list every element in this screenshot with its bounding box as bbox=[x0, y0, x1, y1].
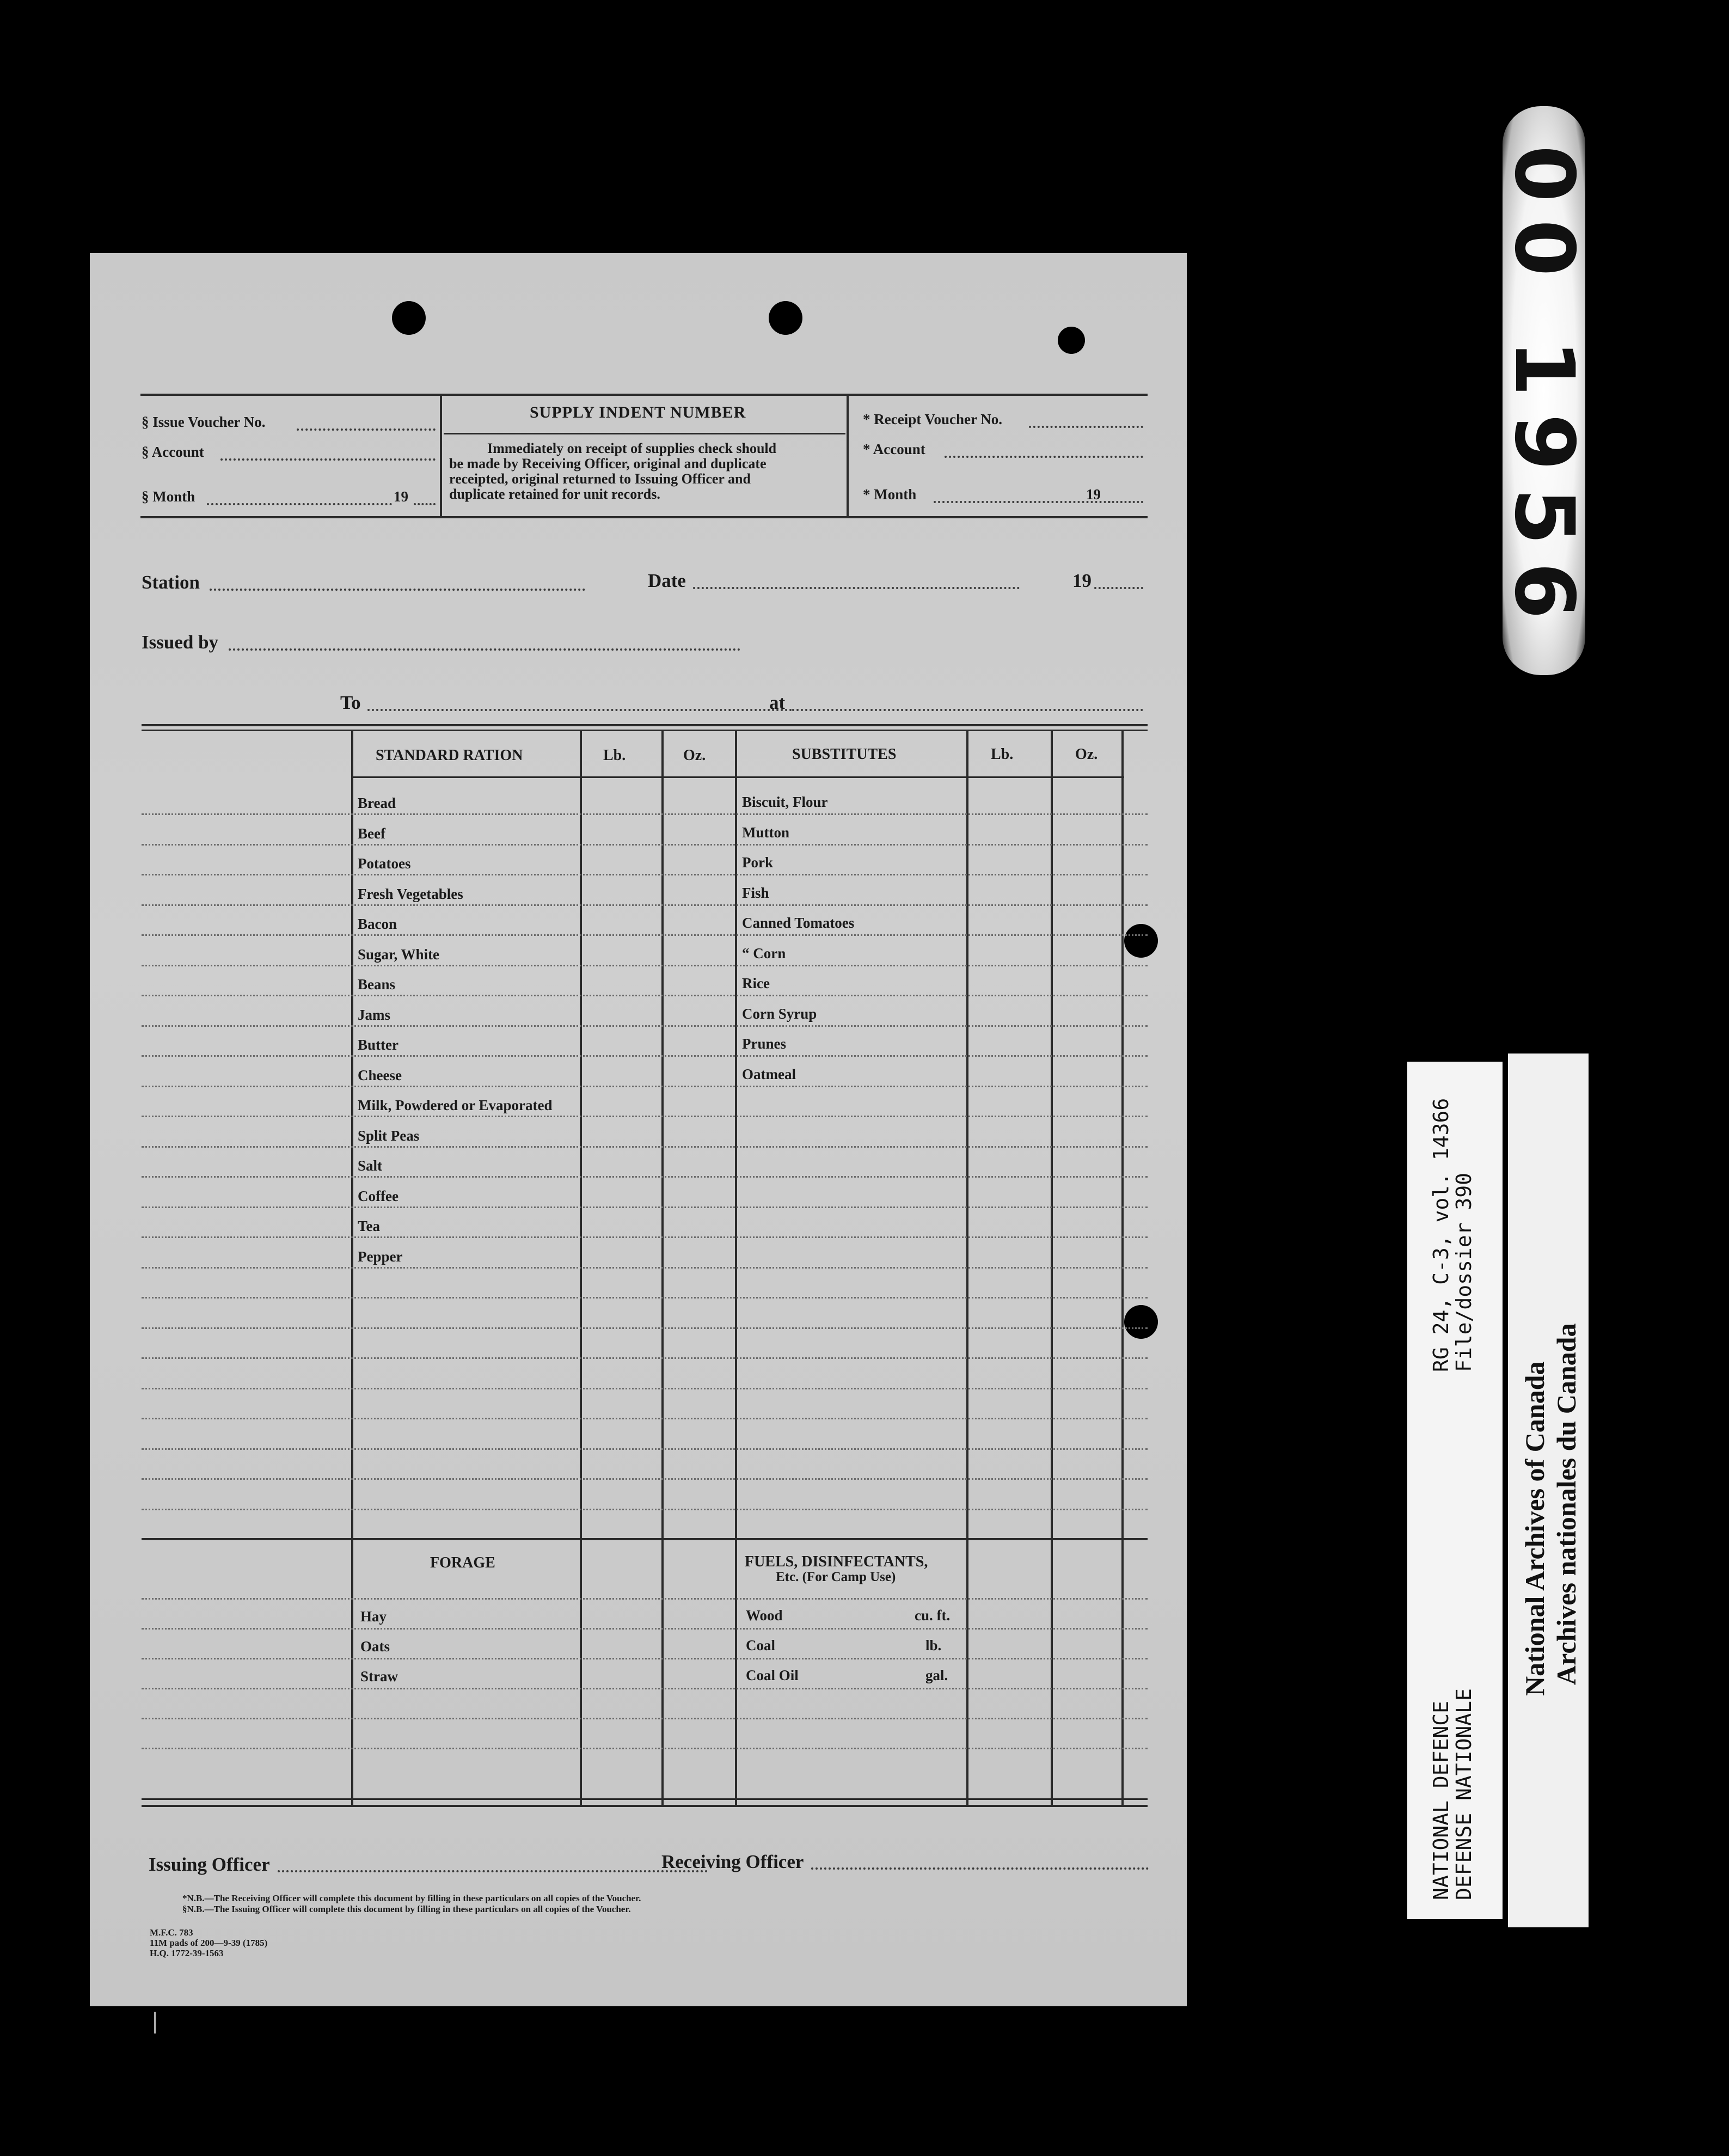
to-label: To bbox=[340, 692, 361, 713]
date-year-field[interactable] bbox=[1094, 587, 1143, 589]
month-left-label: § Month bbox=[142, 488, 195, 505]
issue-voucher-label: § Issue Voucher No. bbox=[142, 414, 266, 430]
standard-item: Tea bbox=[358, 1218, 381, 1234]
date-year: 19 bbox=[1072, 570, 1092, 591]
fuel-unit: cu. ft. bbox=[915, 1607, 951, 1624]
fuel-item: Wood bbox=[746, 1607, 783, 1624]
standard-item: Coffee bbox=[358, 1187, 398, 1204]
reference-line1: RG 24, C-3, vol. 14366 bbox=[1429, 1098, 1453, 1372]
punch-hole bbox=[392, 301, 426, 335]
standard-item: Fresh Vegetables bbox=[358, 885, 463, 902]
table-row bbox=[142, 1598, 1148, 1600]
month-right-field[interactable] bbox=[934, 501, 1111, 503]
print-info: 11M pads of 200—9-39 (1785) bbox=[150, 1938, 268, 1948]
table-row bbox=[142, 1628, 1148, 1630]
dept-fr: DEFENSE NATIONALE bbox=[1452, 1688, 1476, 1900]
substitutes-header: SUBSTITUTES bbox=[792, 746, 897, 763]
standard-item: Beef bbox=[358, 825, 385, 842]
substitute-item: “ Corn bbox=[742, 945, 786, 961]
table-row bbox=[142, 1116, 1148, 1117]
forage-header: FORAGE bbox=[430, 1554, 495, 1571]
station-field[interactable] bbox=[210, 589, 585, 591]
issuing-officer-field[interactable] bbox=[278, 1870, 708, 1872]
month-right-year: 19 bbox=[1086, 486, 1101, 503]
fuel-unit: lb. bbox=[925, 1637, 942, 1653]
issued-by-field[interactable] bbox=[229, 648, 740, 651]
ration-table bbox=[142, 724, 1148, 1813]
standard-item: Split Peas bbox=[358, 1127, 420, 1144]
fuels-header: FUELS, DISINFECTANTS, bbox=[745, 1553, 928, 1570]
date-field[interactable] bbox=[693, 587, 1020, 589]
fuel-item: Coal bbox=[746, 1637, 775, 1653]
table-row bbox=[142, 1086, 1148, 1087]
oz-header: Oz. bbox=[1075, 746, 1098, 763]
table-row bbox=[142, 813, 1148, 815]
month-right-year-field[interactable] bbox=[1108, 501, 1143, 503]
table-row bbox=[142, 1025, 1148, 1027]
table-row bbox=[142, 995, 1148, 996]
receipt-voucher-field[interactable] bbox=[1029, 426, 1143, 428]
header-rule bbox=[351, 776, 1124, 778]
table-row bbox=[142, 934, 1148, 936]
table-bottom-rule bbox=[142, 1798, 1148, 1800]
nb-issuing: §N.B.—The Issuing Officer will complete this document by filling in these particulars on all copies of the Voucher. bbox=[182, 1904, 631, 1914]
at-label: at bbox=[769, 692, 786, 713]
lb-header: Lb. bbox=[603, 747, 626, 764]
standard-item: Cheese bbox=[358, 1067, 402, 1083]
punch-hole bbox=[1058, 327, 1085, 354]
forage-item: Oats bbox=[360, 1638, 390, 1655]
substitute-item: Pork bbox=[742, 854, 773, 871]
standard-item: Sugar, White bbox=[358, 946, 440, 963]
lb-header: Lb. bbox=[991, 746, 1014, 763]
table-row bbox=[142, 1448, 1148, 1450]
substitute-item: Fish bbox=[742, 884, 769, 901]
table-row bbox=[142, 1688, 1148, 1689]
standard-item: Bread bbox=[358, 795, 396, 811]
account-right-label: * Account bbox=[863, 441, 925, 457]
archives-fr: Archives nationales du Canada bbox=[1551, 1323, 1581, 1685]
standard-item: Salt bbox=[358, 1157, 383, 1174]
substitute-item: Biscuit, Flour bbox=[742, 794, 828, 810]
forage-item: Straw bbox=[360, 1668, 398, 1685]
account-left-field[interactable] bbox=[220, 458, 436, 461]
standard-item: Milk, Powdered or Evaporated bbox=[358, 1097, 553, 1113]
to-field[interactable] bbox=[367, 709, 792, 711]
table-row bbox=[142, 1388, 1148, 1389]
fuel-unit: gal. bbox=[925, 1667, 948, 1683]
fuels-subheader: Etc. (For Camp Use) bbox=[776, 1570, 896, 1584]
month-right-label: * Month bbox=[863, 486, 917, 503]
forage-item: Hay bbox=[360, 1608, 387, 1625]
dept-en: NATIONAL DEFENCE bbox=[1429, 1700, 1453, 1900]
archive-number: 00 1956 bbox=[1497, 145, 1591, 636]
archive-number-tag bbox=[1497, 106, 1591, 675]
standard-item: Butter bbox=[358, 1037, 398, 1053]
issuing-officer-label: Issuing Officer bbox=[149, 1854, 270, 1875]
table-row bbox=[142, 1206, 1148, 1208]
archives-en: National Archives of Canada bbox=[1519, 1361, 1550, 1696]
hq-ref: H.Q. 1772-39-1563 bbox=[150, 1948, 224, 1958]
nb-receiving: *N.B.—The Receiving Officer will complete this document by filling in these particulars on all copies of the Voucher. bbox=[182, 1893, 641, 1903]
substitute-item: Prunes bbox=[742, 1036, 786, 1052]
standard-item: Jams bbox=[358, 1006, 390, 1023]
table-row bbox=[142, 1236, 1148, 1238]
table-row bbox=[142, 874, 1148, 875]
reference-label bbox=[1407, 1062, 1503, 1919]
table-bottom-rule bbox=[142, 1805, 1148, 1807]
table-row bbox=[142, 1327, 1148, 1329]
archives-label bbox=[1508, 1054, 1589, 1927]
table-row bbox=[142, 1267, 1148, 1269]
scan-mark bbox=[154, 2012, 156, 2033]
supply-indent-note: Immediately on receipt of supplies check should be made by Receiving Officer, original and duplicate receipted, original returned to Issuing Officer and duplicate retained for unit records. bbox=[449, 440, 777, 502]
table-row bbox=[142, 904, 1148, 906]
table-row bbox=[142, 965, 1148, 966]
form-codes bbox=[150, 1927, 267, 1958]
account-left-label: § Account bbox=[142, 444, 204, 460]
month-left-year-field[interactable] bbox=[414, 503, 436, 505]
at-field[interactable] bbox=[792, 709, 1143, 711]
receiving-officer-label: Receiving Officer bbox=[661, 1851, 804, 1872]
punch-hole bbox=[769, 301, 802, 335]
table-row bbox=[142, 1146, 1148, 1148]
table-row bbox=[142, 1418, 1148, 1419]
standard-ration-header: STANDARD RATION bbox=[376, 747, 523, 764]
table-row bbox=[142, 1478, 1148, 1480]
issued-by-label: Issued by bbox=[142, 632, 219, 653]
supply-indent-form bbox=[90, 253, 1187, 2006]
table-top-rule bbox=[142, 724, 1148, 726]
forage-divider bbox=[142, 1538, 1148, 1540]
month-left-field[interactable] bbox=[207, 503, 392, 505]
substitute-item: Canned Tomatoes bbox=[742, 915, 855, 931]
standard-item: Beans bbox=[358, 976, 396, 993]
table-row bbox=[142, 1357, 1148, 1359]
standard-item: Pepper bbox=[358, 1248, 403, 1265]
station-label: Station bbox=[142, 572, 200, 593]
supply-indent-title: SUPPLY INDENT NUMBER bbox=[530, 403, 746, 421]
reference-line2: File/dossier 390 bbox=[1452, 1172, 1476, 1372]
table-row bbox=[142, 1509, 1148, 1510]
account-right-field[interactable] bbox=[945, 456, 1143, 458]
oz-header: Oz. bbox=[683, 747, 706, 764]
substitute-item: Rice bbox=[742, 975, 770, 991]
issue-voucher-field[interactable] bbox=[297, 428, 436, 431]
table-top-rule bbox=[142, 730, 1148, 731]
receipt-voucher-label: * Receipt Voucher No. bbox=[863, 411, 1002, 427]
form-code: M.F.C. 783 bbox=[150, 1927, 193, 1938]
standard-item: Potatoes bbox=[358, 855, 411, 872]
standard-item: Bacon bbox=[358, 916, 397, 932]
month-left-year: 19 bbox=[394, 488, 408, 505]
table-row bbox=[142, 844, 1148, 846]
nb-notes bbox=[182, 1893, 641, 1915]
substitute-item: Corn Syrup bbox=[742, 1005, 817, 1022]
table-row bbox=[142, 1176, 1148, 1178]
receiving-officer-field[interactable] bbox=[811, 1867, 1149, 1870]
table-row bbox=[142, 1748, 1148, 1749]
table-row bbox=[142, 1055, 1148, 1057]
table-row bbox=[142, 1297, 1148, 1298]
substitute-item: Mutton bbox=[742, 824, 789, 841]
table-row bbox=[142, 1718, 1148, 1719]
date-label: Date bbox=[648, 570, 686, 591]
fuel-item: Coal Oil bbox=[746, 1667, 799, 1683]
table-row bbox=[142, 1658, 1148, 1659]
substitute-item: Oatmeal bbox=[742, 1065, 796, 1082]
